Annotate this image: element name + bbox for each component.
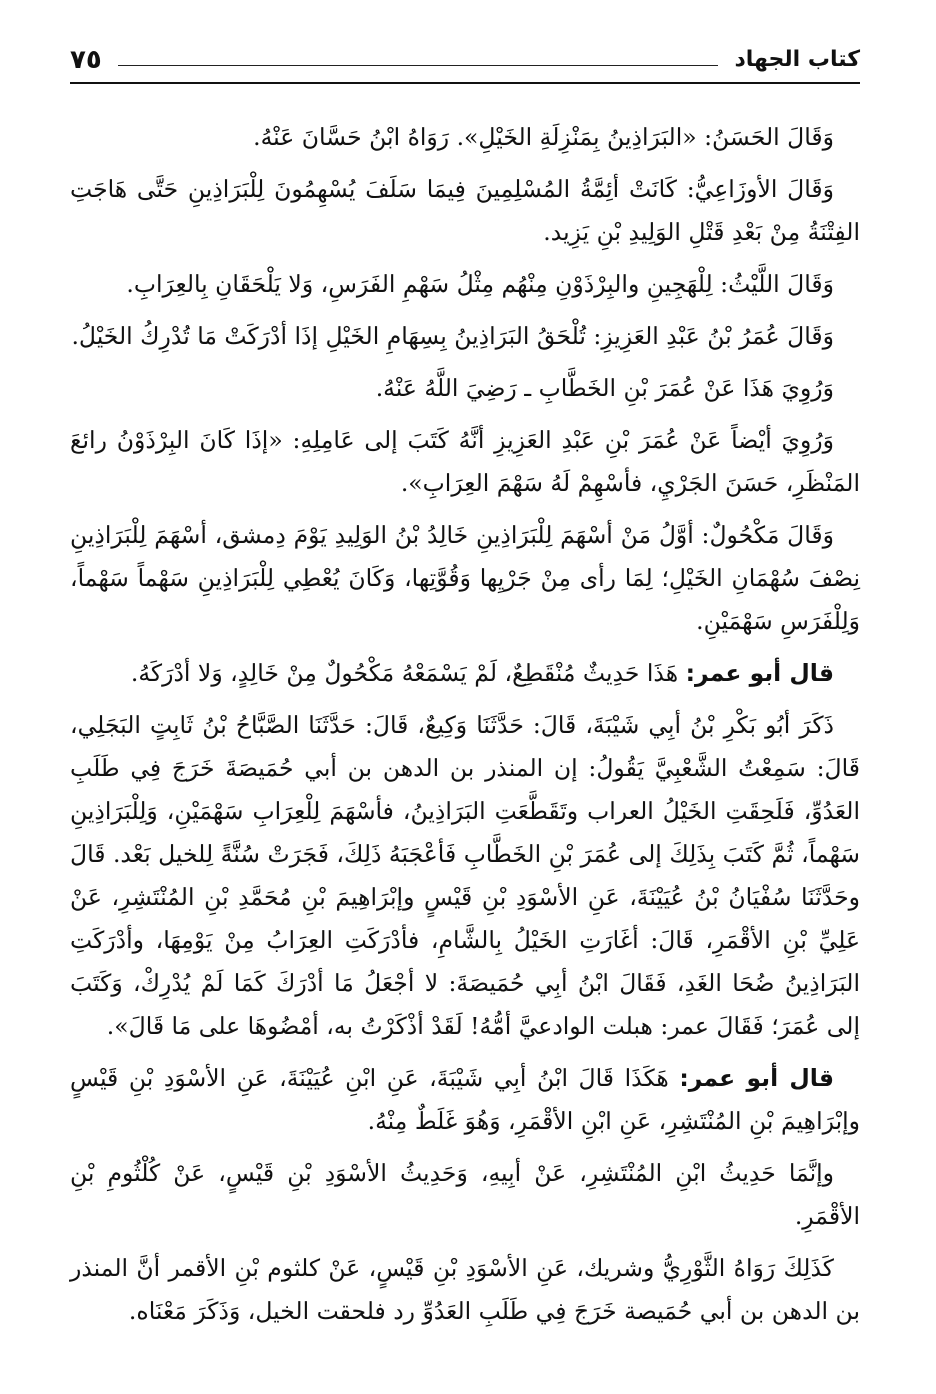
page-header [70,30,860,78]
header-divider [70,82,860,84]
page-body [70,116,860,1333]
paragraph-text: وَقَالَ مَكْحُولٌ: أوَّلُ مَنْ أسْهَمَ لِلْبَرَاذِينِ خَالِدُ بْنُ الوَلِيدِ يَوْمَ دِمشق، أسْهَمَ لِلْبَرَاذِينِ نِصْفَ سُهْمَانِ الخَيْلِ؛ لِمَا رأى مِنْ جَرْيِها وَقُوَّتِها، وَكَانَ يُعْطِي لِلْبَرَاذِينِ سَهْماً سَهْماً، وَلِلْفَرَسِ سَهْمَيْنِ. [70,521,860,635]
paragraph-text: وَقَالَ الأوزَاعِيُّ: كَانَتْ أئِمَّةُ المُسْلِمِينَ فِيمَا سَلَفَ يُسْهِمُونَ لِلْبَرَاذِينِ حَتَّى هَاجَتِ الفِتْنَةُ مِنْ بَعْدِ قَتْلِ الوَلِيدِ بْنِ يَزِيد. [70,175,860,246]
paragraph [70,263,860,306]
paragraph-text: كَذَلِكَ رَوَاهُ الثَّوْرِيُّ وشريك، عَنِ الأسْوَدِ بْنِ قَيْسٍ، عَنْ كلثوم بْنِ الأقمر أنَّ المنذر بن الدهن بن أبي حُمَيصة خَرَجَ فِي طَلَبِ العَدُوِّ رد فلحقت الخيل، وَذَكَرَ مَعْنَاه. [70,1254,860,1325]
paragraph-text: وَقَالَ الحَسَنُ: «البَرَاذِينُ بِمَنْزِلَةِ الخَيْلِ». رَوَاهُ ابْنُ حَسَّانَ عَنْهُ. [253,123,834,151]
paragraph-text: وَقَالَ عُمَرُ بْنُ عَبْدِ العَزِيزِ: تُلْحَقُ البَرَاذِينُ بِسِهَامِ الخَيْلِ إذَا أدْرَكَتْ مَا تُدْرِكُ الخَيْلُ. [71,322,834,350]
paragraph-text: هَذَا حَدِيثٌ مُنْقَطِعٌ، لَمْ يَسْمَعْهُ مَكْحُولٌ مِنْ خَالِدٍ، وَلا أدْرَكَهُ. [130,659,686,687]
paragraph [70,652,860,695]
paragraph-text: وَرُوِيَ هَذَا عَنْ عُمَرَ بْنِ الخَطَّابِ ـ رَضِيَ اللَّهُ عَنْهُ. [375,374,834,402]
paragraph-text: وَرُوِيَ أيْضاً عَنْ عُمَرَ بْنِ عَبْدِ العَزِيزِ أنَّهُ كَتَبَ إلى عَامِلِهِ: «إذَا كَانَ البِرْذَوْنُ رائعَ المَنْظَرِ، حَسَنَ الجَرْيِ، فأسْهِمْ لَهُ سَهْمَ العِرَابِ». [70,426,860,497]
paragraph [70,514,860,643]
paragraph [70,116,860,159]
paragraph-lead: قال أبو عمر: [679,1064,835,1092]
paragraph [70,704,860,1048]
paragraph [70,1247,860,1333]
page-number: ٧٥ [70,45,102,75]
paragraph-text: وإنَّمَا حَدِيثُ ابْنِ المُنْتَشِرِ، عَنْ أبِيهِ، وَحَدِيثُ الأسْوَدِ بْنِ قَيْسٍ، عَنْ كُلْثُومِ بْنِ الأقْمَرِ. [70,1159,860,1230]
paragraph-lead: قال أبو عمر: [685,659,834,687]
paragraph [70,315,860,358]
book-page [70,30,860,1380]
paragraph-text: وَقَالَ اللَّيْثُ: لِلْهَجِينِ والبِرْذَوْنِ مِنْهُم مِثْلُ سَهْمِ الفَرَسِ، وَلا يَلْحَقَانِ بِالعِرَابِ. [126,270,834,298]
header-rule [118,65,719,66]
paragraph [70,367,860,410]
paragraph [70,168,860,254]
book-title: كتاب الجهاد [734,47,860,72]
paragraph-text: هَكَذَا قَالَ ابْنُ أبِي شَيْبَةَ، عَنِ ابْنِ عُيَيْنَةَ، عَنِ الأسْوَدِ بْنِ قَيْسٍ وإبْرَاهِيمَ بْنِ المُنْتَشِرِ، عَنِ ابْنِ الأقْمَرِ، وَهُوَ غَلَطٌ مِنْهُ. [70,1064,860,1135]
paragraph [70,419,860,505]
paragraph-text: ذَكَرَ أبُو بَكْرِ بْنُ أبِي شَيْبَةَ، قَالَ: حَدَّثَنَا وَكِيعٌ، قَالَ: حَدَّثَنَا الصَّبَّاحُ بْنُ ثَابِتٍ البَجَلِي، قَالَ: سَمِعْتُ الشَّعْبِيَّ يَقُولُ: إن المنذر بن الدهن بن أبي حُمَيصَةَ خَرَجَ فِي طَلَبِ العَدُوِّ، فَلَحِقَتِ الخَيْلُ العراب وتَقَطَّعَتِ البَرَاذِينُ، فأسْهَمَ لِلْعِرَابِ سَهْمَيْنِ، وَلِلْبَرَاذِينِ سَهْماً، ثُمَّ كَتَبَ بِذَلِكَ إلى عُمَرَ بْنِ الخَطَّابِ فَأعْجَبَهُ ذَلِكَ، فَجَرَتْ سُنَّةً لِلخيل بَعْد. قَالَ وحَدَّثَنَا سُفْيَانُ بْنُ عُيَيْنَةَ، عَنِ الأسْوَدِ بْنِ قَيْسٍ وإبْرَاهِيمَ بْنِ مُحَمَّدِ بْنِ المُنْتَشِرِ، عَنْ عَلِيِّ بْنِ الأقْمَرِ، قَالَ: أغَارَتِ الخَيْلُ بِالشَّامِ، فأدْرَكَتِ العِرَابُ مِنْ يَوْمِهَا، وأدْرَكَتِ البَرَاذِينُ ضُحَا الغَدِ، فَقَالَ ابْنُ أبِي حُمَيصَةَ: لا أجْعَلُ مَا أدْرَكَ كَمَا لَمْ يُدْرِكْ، وَكَتَبَ إلى عُمَرَ؛ فَقَالَ عمر: هبلت الوادعيَّ أمُّهُ! لَقَدْ أذْكَرْتُ به، أمْضُوهَا على مَا قَالَ». [70,711,860,1040]
paragraph [70,1057,860,1143]
paragraph [70,1152,860,1238]
